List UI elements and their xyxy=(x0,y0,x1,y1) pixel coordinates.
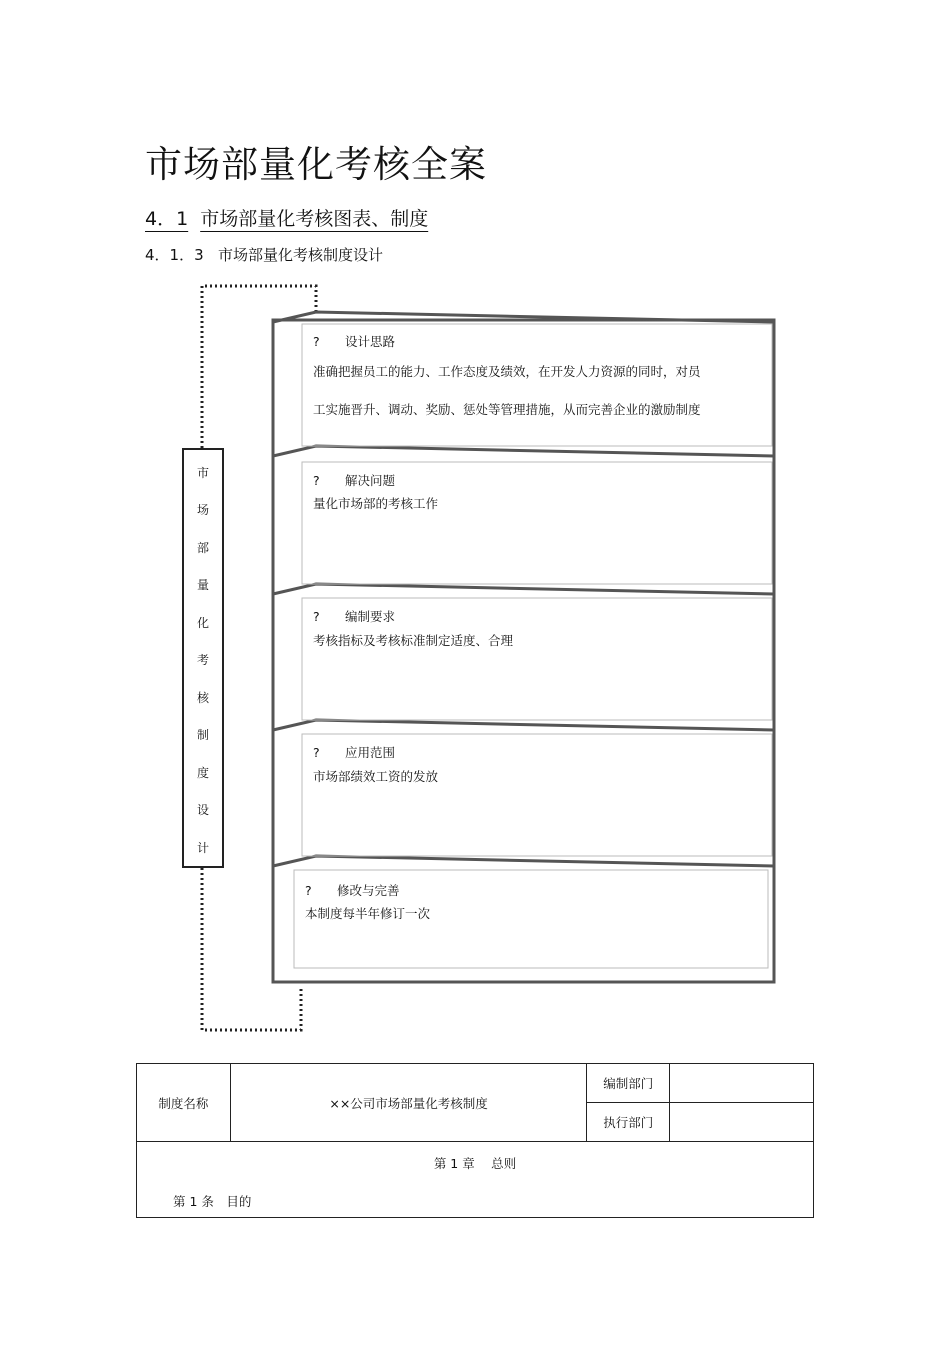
panel-heading-label: 解决问题 xyxy=(345,473,396,488)
bullet-marker: ? xyxy=(313,334,320,349)
chapter-cell xyxy=(137,1142,814,1218)
executing-dept-value xyxy=(670,1103,814,1142)
regulation-name-value: ××公司市场部量化考核制度 xyxy=(230,1064,586,1142)
bullet-marker: ? xyxy=(313,745,320,760)
panel-heading-design xyxy=(313,332,395,350)
subsection-label: 市场部量化考核制度设计 xyxy=(217,246,383,264)
panel-heading-scope xyxy=(313,743,395,761)
vertical-label-char: 场 xyxy=(196,503,209,517)
panel-line: 准确把握员工的能力、工作态度及绩效，在开发人力资源的同时，对员 xyxy=(313,364,701,379)
vertical-label-char: 化 xyxy=(196,616,209,630)
subsection-number: 4．1．3 xyxy=(145,246,204,264)
vertical-label-char: 部 xyxy=(196,541,209,555)
bullet-marker: ? xyxy=(313,609,320,624)
panel-line: 本制度每半年修订一次 xyxy=(305,906,431,921)
article-heading: 第 1 条 目的 xyxy=(173,1194,252,1209)
panel-line: 市场部绩效工资的发放 xyxy=(313,769,439,784)
panel-line: 考核指标及考核标准制定适度、合理 xyxy=(313,633,514,648)
panel-heading-revision xyxy=(305,881,400,899)
vertical-label-char: 制 xyxy=(196,728,209,742)
regulation-name-label: 制度名称 xyxy=(137,1064,231,1142)
panel-heading-label: 设计思路 xyxy=(345,334,396,349)
document-title: 市场部量化考核全案 xyxy=(145,143,487,186)
bullet-marker: ? xyxy=(305,883,312,898)
bullet-marker: ? xyxy=(313,473,320,488)
section-number: 4．1 xyxy=(145,208,189,230)
panel-heading-problem xyxy=(313,471,395,489)
vertical-label-char: 计 xyxy=(196,841,209,855)
regulation-table xyxy=(136,1063,814,1218)
panel-heading-requirements xyxy=(313,607,395,625)
chapter-heading: 第 1 章 总则 xyxy=(433,1156,517,1171)
vertical-label-char: 设 xyxy=(196,803,209,817)
vertical-label-char: 度 xyxy=(196,766,209,780)
panel-line: 工实施晋升、调动、奖励、惩处等管理措施，从而完善企业的激励制度 xyxy=(313,402,701,417)
vertical-label-box xyxy=(182,448,224,868)
panel-line: 量化市场部的考核工作 xyxy=(313,496,439,511)
panel-heading-label: 编制要求 xyxy=(345,609,396,624)
vertical-label-char: 市 xyxy=(196,466,209,480)
vertical-label-char: 考 xyxy=(196,653,209,667)
compiling-dept-value xyxy=(670,1064,814,1103)
vertical-label-char: 核 xyxy=(196,691,209,705)
panel-heading-label: 应用范围 xyxy=(345,745,396,760)
panel-heading-label: 修改与完善 xyxy=(337,883,400,898)
compiling-dept-label: 编制部门 xyxy=(587,1064,670,1103)
section-label: 市场部量化考核图表、制度 xyxy=(200,208,429,230)
executing-dept-label: 执行部门 xyxy=(587,1103,670,1142)
vertical-label-char: 量 xyxy=(196,578,209,592)
